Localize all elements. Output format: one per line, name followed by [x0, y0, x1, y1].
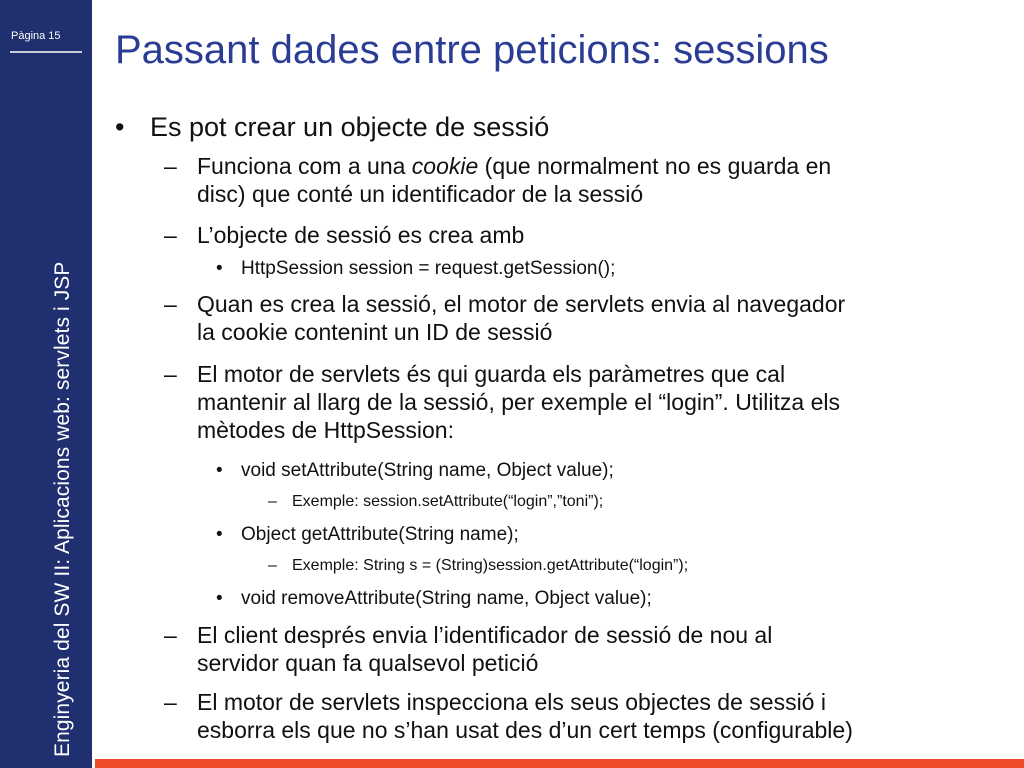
example-getattribute: – Exemple: String s = (String)session.getAttribute(“login”);: [268, 557, 689, 574]
slide-title: Passant dades entre peticions: sessions: [115, 28, 829, 72]
dash-marker: –: [268, 493, 277, 510]
dash-marker: –: [164, 361, 177, 387]
sub-bullet-create: – L’objecte de sessió es crea amb: [164, 222, 525, 248]
method-setattribute: • void setAttribute(String name, Object value);: [216, 460, 614, 481]
dash-marker: –: [164, 222, 177, 248]
sub-bullet-client-sends: – El client després envia l’identificador de sessió de nou al servidor quan fa qualsevol petició: [164, 622, 773, 676]
sub-bullet-inspect-sessions: – El motor de servlets inspecciona els seus objectes de sessió i esborra els que no s’han usat des d’un cert temps (configurable): [164, 689, 853, 743]
dash-marker: –: [268, 557, 277, 574]
bullet-create-session: • Es pot crear un objecte de sessió: [115, 112, 550, 142]
sidebar-divider: [92, 0, 95, 768]
method-removeattribute: • void removeAttribute(String name, Object value);: [216, 588, 652, 609]
dash-marker: –: [164, 622, 177, 648]
dash-marker: –: [164, 689, 177, 715]
bullet-dot: •: [216, 258, 223, 279]
example-setattribute: – Exemple: session.setAttribute(“login”,”toni”);: [268, 493, 604, 510]
sub-bullet-cookie: – Funciona com a una cookie (que normalment no es guarda en disc) que conté un identificador de la sessió: [164, 153, 832, 207]
page-number-rule: [10, 51, 82, 53]
bullet-dot: •: [216, 588, 223, 609]
dash-marker: –: [164, 153, 177, 179]
bullet-dot: •: [115, 112, 125, 142]
bottom-accent-bar: [95, 759, 1024, 768]
code-item-getsession: • HttpSession session = request.getSession();: [216, 258, 616, 279]
dash-marker: –: [164, 291, 177, 317]
sub-bullet-store-params: – El motor de servlets és qui guarda els paràmetres que cal mantenir al llarg de la sessió, per exemple el “login”. Utilitza els mètodes de HttpSession:: [164, 361, 841, 443]
course-title: Enginyeria del SW II: Aplicacions web: servlets i JSP: [51, 261, 74, 757]
sub-bullet-send-cookie: – Quan es crea la sessió, el motor de servlets envia al navegador la cookie contenint un ID de sessió: [164, 291, 846, 345]
bullet-dot: •: [216, 524, 223, 545]
method-getattribute: • Object getAttribute(String name);: [216, 524, 519, 545]
sidebar: [0, 0, 92, 768]
page-number: Pàgina 15: [11, 30, 61, 42]
bullet-dot: •: [216, 460, 223, 481]
